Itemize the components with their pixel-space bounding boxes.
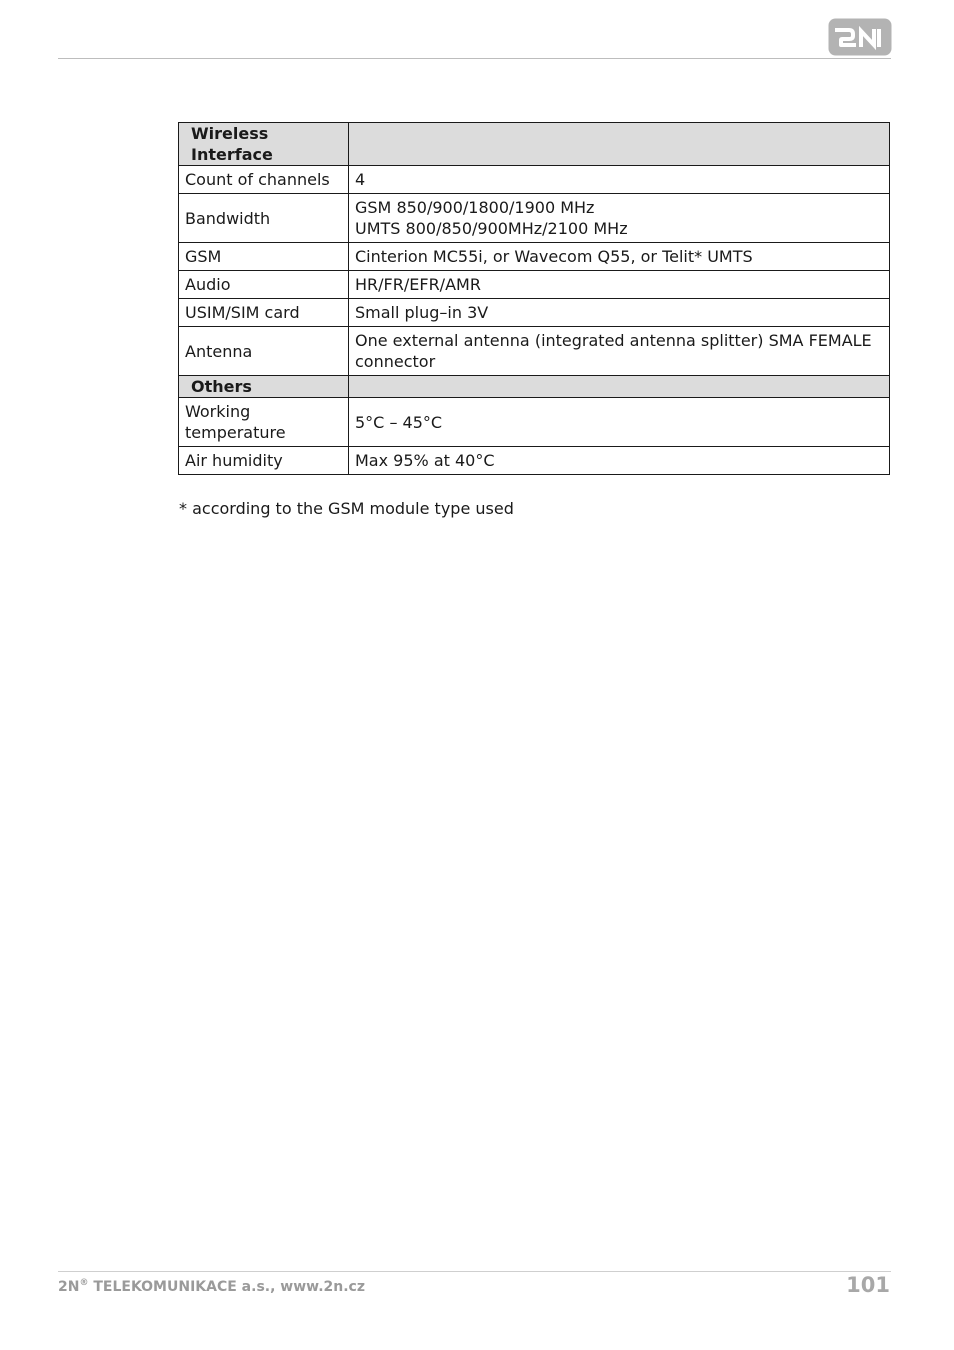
- table-row: [179, 299, 890, 327]
- parameter-cell: [179, 299, 349, 327]
- parameter-value: Cinterion MC55i, or Wavecom Q55, or Telit* UMTS: [355, 247, 753, 266]
- parameter-cell: [179, 271, 349, 299]
- parameter-cell: [179, 398, 349, 447]
- value-cell: [349, 327, 890, 376]
- value-cell: [349, 299, 890, 327]
- parameter-cell: [179, 447, 349, 475]
- specification-table-body: [179, 123, 890, 475]
- parameter-cell: [179, 327, 349, 376]
- footer-company-text: TELEKOMUNIKACE a.s., www.2n.cz: [88, 1279, 365, 1295]
- parameter-label: Working: [185, 402, 251, 421]
- parameter-label: Audio: [185, 275, 231, 294]
- table-row: [179, 166, 890, 194]
- value-cell: [349, 243, 890, 271]
- parameter-value: One external antenna (integrated antenna splitter) SMA FEMALE: [355, 331, 872, 350]
- 2n-logo: [828, 18, 892, 56]
- parameter-label: USIM/SIM card: [185, 303, 300, 322]
- parameter-value: connector: [355, 352, 436, 371]
- table-row: [179, 327, 890, 376]
- footer-company: [58, 1278, 365, 1295]
- parameter-cell: [179, 243, 349, 271]
- parameter-value: Max 95% at 40°C: [355, 451, 495, 470]
- section-label-cell: [179, 376, 349, 398]
- table-section-row: [179, 376, 890, 398]
- header-divider: [58, 58, 891, 59]
- table-row: [179, 271, 890, 299]
- parameter-value: 4: [355, 170, 366, 189]
- table-row: [179, 194, 890, 243]
- table-section-row: [179, 123, 890, 166]
- footer-divider: [58, 1271, 891, 1272]
- page-number: 101: [846, 1273, 890, 1297]
- table-row: [179, 447, 890, 475]
- parameter-label: Bandwidth: [185, 208, 271, 228]
- parameter-label: Air humidity: [185, 451, 283, 470]
- parameter-value: HR/FR/EFR/AMR: [355, 275, 481, 294]
- parameter-value: UMTS 800/850/900MHz/2100 MHz: [355, 219, 628, 238]
- parameter-label: Antenna: [185, 341, 253, 361]
- value-cell: [349, 447, 890, 475]
- value-cell: [349, 166, 890, 194]
- footnote: * according to the GSM module type used: [179, 499, 514, 518]
- specification-table: [178, 122, 890, 475]
- value-cell: [349, 194, 890, 243]
- parameter-label: temperature: [185, 423, 286, 442]
- parameter-value: GSM 850/900/1800/1900 MHz: [355, 198, 595, 217]
- value-cell: [349, 271, 890, 299]
- section-label: Interface: [191, 145, 273, 164]
- parameter-value: Small plug–in 3V: [355, 303, 489, 322]
- parameter-cell: [179, 166, 349, 194]
- parameter-value: 5°C – 45°C: [355, 412, 443, 432]
- parameter-cell: [179, 194, 349, 243]
- section-label: Others: [191, 377, 252, 396]
- registered-mark: ®: [79, 1278, 89, 1288]
- section-label: Wireless: [191, 124, 269, 143]
- footer-brand: 2N: [58, 1279, 80, 1295]
- value-cell: [349, 398, 890, 447]
- table-row: [179, 243, 890, 271]
- parameter-label: Count of channels: [185, 170, 330, 189]
- section-label-cell: [179, 123, 349, 166]
- section-value-cell: [349, 376, 890, 398]
- table-row: [179, 398, 890, 447]
- parameter-label: GSM: [185, 247, 222, 266]
- section-value-cell: [349, 123, 890, 166]
